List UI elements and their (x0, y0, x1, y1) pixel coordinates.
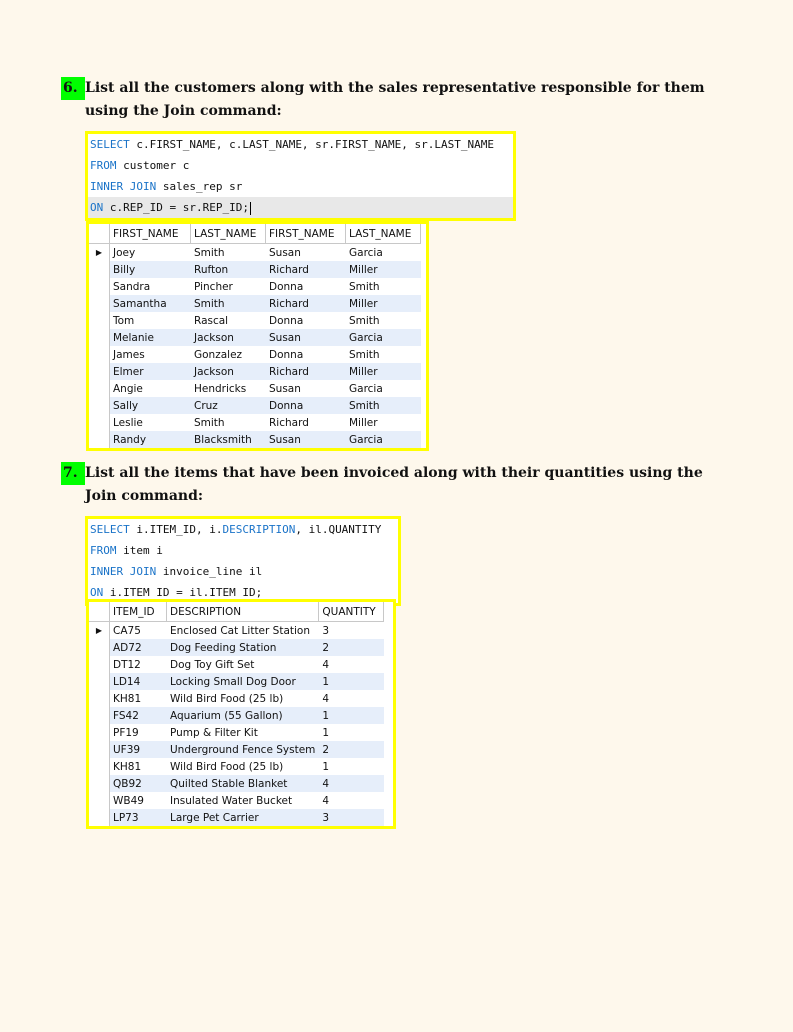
column-header[interactable]: ITEM_ID (110, 602, 167, 622)
table-cell[interactable]: KH81 (110, 758, 167, 775)
table-cell[interactable]: Donna (266, 397, 346, 414)
sql-line[interactable] (88, 134, 513, 155)
column-header[interactable]: LAST_NAME (191, 224, 266, 244)
sql-keyword: DESCRIPTION (222, 523, 296, 536)
row-selector[interactable] (89, 278, 110, 295)
row-selector[interactable] (89, 312, 110, 329)
table-cell[interactable]: Garcia (349, 246, 383, 259)
table-cell[interactable]: Miller (346, 295, 421, 312)
sql-line[interactable] (88, 561, 398, 582)
table-cell[interactable]: Rascal (194, 314, 229, 327)
table-cell[interactable]: Randy (110, 431, 191, 448)
table-cell[interactable]: Garcia (346, 431, 421, 448)
table-cell[interactable]: Smith (349, 314, 380, 327)
column-header[interactable]: DESCRIPTION (167, 602, 319, 622)
table-cell[interactable]: Enclosed Cat Litter Station (170, 624, 311, 637)
sql-line[interactable] (88, 540, 398, 561)
table-row[interactable] (89, 656, 384, 673)
row-selector[interactable] (89, 295, 110, 312)
table-cell[interactable]: 4 (322, 794, 330, 807)
table-cell[interactable]: Pincher (194, 280, 233, 293)
row-selector[interactable] (89, 758, 110, 775)
table-row[interactable] (89, 673, 384, 690)
sql-text: , il.QUANTITY (295, 523, 382, 536)
table-cell[interactable]: Miller (346, 261, 421, 278)
table-cell[interactable]: Hendricks (194, 382, 247, 395)
table-cell[interactable]: Gonzalez (194, 348, 243, 361)
table-cell[interactable]: Samantha (110, 295, 191, 312)
row-selector[interactable] (89, 261, 110, 278)
sql-text: c.REP_ID = sr.REP_ID; (103, 201, 249, 214)
table-cell[interactable]: Richard (266, 363, 346, 380)
column-header[interactable]: LAST_NAME (346, 224, 421, 244)
table-row[interactable] (89, 380, 421, 397)
table-cell[interactable]: Richard (269, 416, 309, 429)
table-cell[interactable]: Quilted Stable Blanket (167, 775, 319, 792)
table-cell[interactable]: 3 (319, 809, 384, 826)
table-cell[interactable]: PF19 (110, 724, 167, 741)
sql-text: i.ITEM_ID, i. (129, 523, 223, 536)
row-selector[interactable] (89, 380, 110, 397)
table-cell[interactable]: Pump & Filter Kit (170, 726, 258, 739)
table-row[interactable] (89, 295, 421, 312)
table-cell[interactable]: Sandra (110, 278, 191, 295)
table-cell[interactable]: 1 (322, 760, 330, 773)
table-cell[interactable]: Sally (110, 397, 191, 414)
table-cell[interactable]: Angie (110, 380, 191, 397)
table-row[interactable] (89, 346, 421, 363)
table-cell[interactable]: WB49 (110, 792, 167, 809)
table-cell[interactable]: CA75 (110, 622, 167, 640)
row-selector[interactable] (89, 431, 110, 448)
table-row[interactable] (89, 758, 384, 775)
table-cell[interactable]: Smith (194, 416, 225, 429)
table-cell[interactable]: James (110, 346, 191, 363)
table-row[interactable] (89, 397, 421, 414)
table-cell[interactable]: 2 (319, 639, 384, 656)
header-row (89, 224, 421, 244)
sql-keyword: ON (90, 586, 104, 599)
table-cell[interactable]: AD72 (110, 639, 167, 656)
table-cell[interactable]: Joey (110, 244, 191, 262)
table-cell[interactable]: Rufton (191, 261, 266, 278)
result-table (89, 224, 421, 448)
table-row[interactable] (89, 414, 421, 431)
sql-text: invoice_line il (156, 565, 263, 578)
table-cell[interactable]: Billy (110, 261, 191, 278)
table-cell[interactable]: FS42 (110, 707, 167, 724)
table-cell[interactable]: Dog Feeding Station (167, 639, 319, 656)
table-cell[interactable]: Garcia (346, 329, 421, 346)
table-cell[interactable]: Donna (269, 314, 304, 327)
table-cell[interactable]: Aquarium (55 Gallon) (167, 707, 319, 724)
table-cell[interactable]: Leslie (110, 414, 191, 431)
question-number: 7. (61, 462, 85, 485)
table-cell[interactable]: 4 (319, 775, 384, 792)
table-cell[interactable]: 1 (322, 726, 330, 739)
column-header[interactable]: QUANTITY (319, 602, 384, 622)
row-selector[interactable] (89, 639, 110, 656)
table-row[interactable] (89, 724, 384, 741)
table-row[interactable] (89, 707, 384, 724)
question-number: 6. (61, 77, 85, 100)
row-selector[interactable] (89, 724, 110, 741)
table-cell[interactable]: Smith (194, 246, 225, 259)
table-cell[interactable]: Cruz (191, 397, 266, 414)
row-selector-header[interactable] (89, 224, 110, 244)
table-cell[interactable]: Locking Small Dog Door (167, 673, 319, 690)
table-cell[interactable]: Dog Toy Gift Set (170, 658, 255, 671)
table-cell[interactable]: Wild Bird Food (25 lb) (170, 692, 284, 705)
table-cell[interactable]: 4 (322, 658, 330, 671)
sql-keyword: FROM (90, 159, 117, 172)
row-selector[interactable] (89, 244, 110, 262)
row-selector[interactable] (89, 363, 110, 380)
table-cell[interactable]: Blacksmith (191, 431, 266, 448)
sql-line[interactable] (88, 519, 398, 540)
row-selector[interactable] (89, 397, 110, 414)
table-cell[interactable]: Richard (266, 295, 346, 312)
question-6 (61, 77, 741, 119)
row-selector[interactable] (89, 707, 110, 724)
header-row (89, 602, 384, 622)
table-row[interactable] (89, 312, 421, 329)
sql-line[interactable] (88, 197, 513, 218)
table-cell[interactable]: Donna (269, 348, 304, 361)
result-grid[interactable] (86, 221, 429, 451)
table-row[interactable] (89, 278, 421, 295)
table-row[interactable] (89, 261, 421, 278)
row-selector[interactable] (89, 346, 110, 363)
row-selector[interactable] (89, 622, 110, 640)
sql-keyword: INNER JOIN (90, 180, 157, 193)
table-row[interactable] (89, 431, 421, 448)
row-selector[interactable] (89, 775, 110, 792)
row-selector[interactable] (89, 690, 110, 707)
table-cell[interactable]: Susan (266, 329, 346, 346)
row-selector[interactable] (89, 656, 110, 673)
table-cell[interactable]: LD14 (110, 673, 167, 690)
sql-text: i.ITEM ID = il.ITEM ID; (103, 586, 263, 599)
question-text: List all the items that have been invoiced along with their quantities using the Join command: (85, 465, 703, 504)
table-cell[interactable]: Garcia (349, 382, 383, 395)
table-cell[interactable]: Smith (349, 280, 380, 293)
table-row[interactable] (89, 690, 384, 707)
row-selector-header[interactable] (89, 602, 110, 622)
table-cell[interactable]: UF39 (110, 741, 167, 758)
row-selector[interactable] (89, 673, 110, 690)
sql-text: customer c (116, 159, 190, 172)
table-cell[interactable]: 2 (319, 741, 384, 758)
table-row[interactable] (89, 622, 384, 640)
current-row-icon: ▶ (95, 626, 103, 635)
sql-keyword: SELECT (90, 523, 130, 536)
table-cell[interactable]: Smith (346, 397, 421, 414)
table-cell[interactable]: Jackson (191, 363, 266, 380)
table-cell[interactable]: DT12 (110, 656, 167, 673)
table-row[interactable] (89, 329, 421, 346)
question-text: List all the customers along with the sales representative responsible for them using the Join command: (85, 80, 705, 119)
sql-text: item i (116, 544, 163, 557)
sql-query-editor[interactable] (85, 131, 516, 221)
table-cell[interactable]: Large Pet Carrier (167, 809, 319, 826)
table-cell[interactable]: Susan (269, 246, 301, 259)
table-cell[interactable]: Tom (110, 312, 191, 329)
current-row-icon: ▶ (95, 248, 103, 257)
result-grid[interactable] (86, 599, 396, 829)
table-cell[interactable]: KH81 (110, 690, 167, 707)
table-row[interactable] (89, 792, 384, 809)
table-cell[interactable]: Richard (266, 261, 346, 278)
sql-keyword: SELECT (90, 138, 130, 151)
table-cell[interactable]: Donna (269, 280, 304, 293)
table-row[interactable] (89, 809, 384, 826)
result-table (89, 602, 384, 826)
table-cell[interactable]: 1 (319, 707, 384, 724)
row-selector[interactable] (89, 414, 110, 431)
row-selector[interactable] (89, 809, 110, 826)
sql-query-editor[interactable] (85, 516, 401, 606)
table-row[interactable] (89, 639, 384, 656)
sql-keyword: INNER JOIN (90, 565, 157, 578)
table-cell[interactable]: Elmer (110, 363, 191, 380)
sql-text: sales_rep sr (156, 180, 243, 193)
table-row[interactable] (89, 244, 421, 262)
table-cell[interactable]: Susan (266, 431, 346, 448)
table-cell[interactable]: 1 (319, 673, 384, 690)
table-cell[interactable]: Underground Fence System (167, 741, 319, 758)
row-selector[interactable] (89, 741, 110, 758)
sql-line[interactable] (88, 155, 513, 176)
table-cell[interactable]: Miller (346, 363, 421, 380)
column-header[interactable]: FIRST_NAME (266, 224, 346, 244)
table-cell[interactable]: Jackson (191, 329, 266, 346)
table-cell[interactable]: Smith (349, 348, 380, 361)
table-cell[interactable]: Smith (191, 295, 266, 312)
table-row[interactable] (89, 741, 384, 758)
table-cell[interactable]: Susan (269, 382, 301, 395)
table-cell[interactable]: QB92 (110, 775, 167, 792)
question-7 (61, 462, 741, 504)
table-cell[interactable]: Melanie (110, 329, 191, 346)
text-cursor (250, 202, 251, 215)
row-selector[interactable] (89, 792, 110, 809)
sql-keyword: FROM (90, 544, 117, 557)
table-cell[interactable]: Insulated Water Bucket (170, 794, 293, 807)
sql-keyword: ON (90, 201, 104, 214)
table-cell[interactable]: 3 (322, 624, 330, 637)
row-selector[interactable] (89, 329, 110, 346)
table-cell[interactable]: Wild Bird Food (25 lb) (170, 760, 284, 773)
sql-line[interactable] (88, 176, 513, 197)
sql-text: c.FIRST_NAME, c.LAST_NAME, sr.FIRST_NAME, sr.LAST_NAME (129, 138, 494, 151)
table-cell[interactable]: LP73 (110, 809, 167, 826)
table-row[interactable] (89, 363, 421, 380)
table-cell[interactable]: 4 (322, 692, 330, 705)
table-row[interactable] (89, 775, 384, 792)
column-header[interactable]: FIRST_NAME (110, 224, 191, 244)
table-cell[interactable]: Miller (349, 416, 378, 429)
